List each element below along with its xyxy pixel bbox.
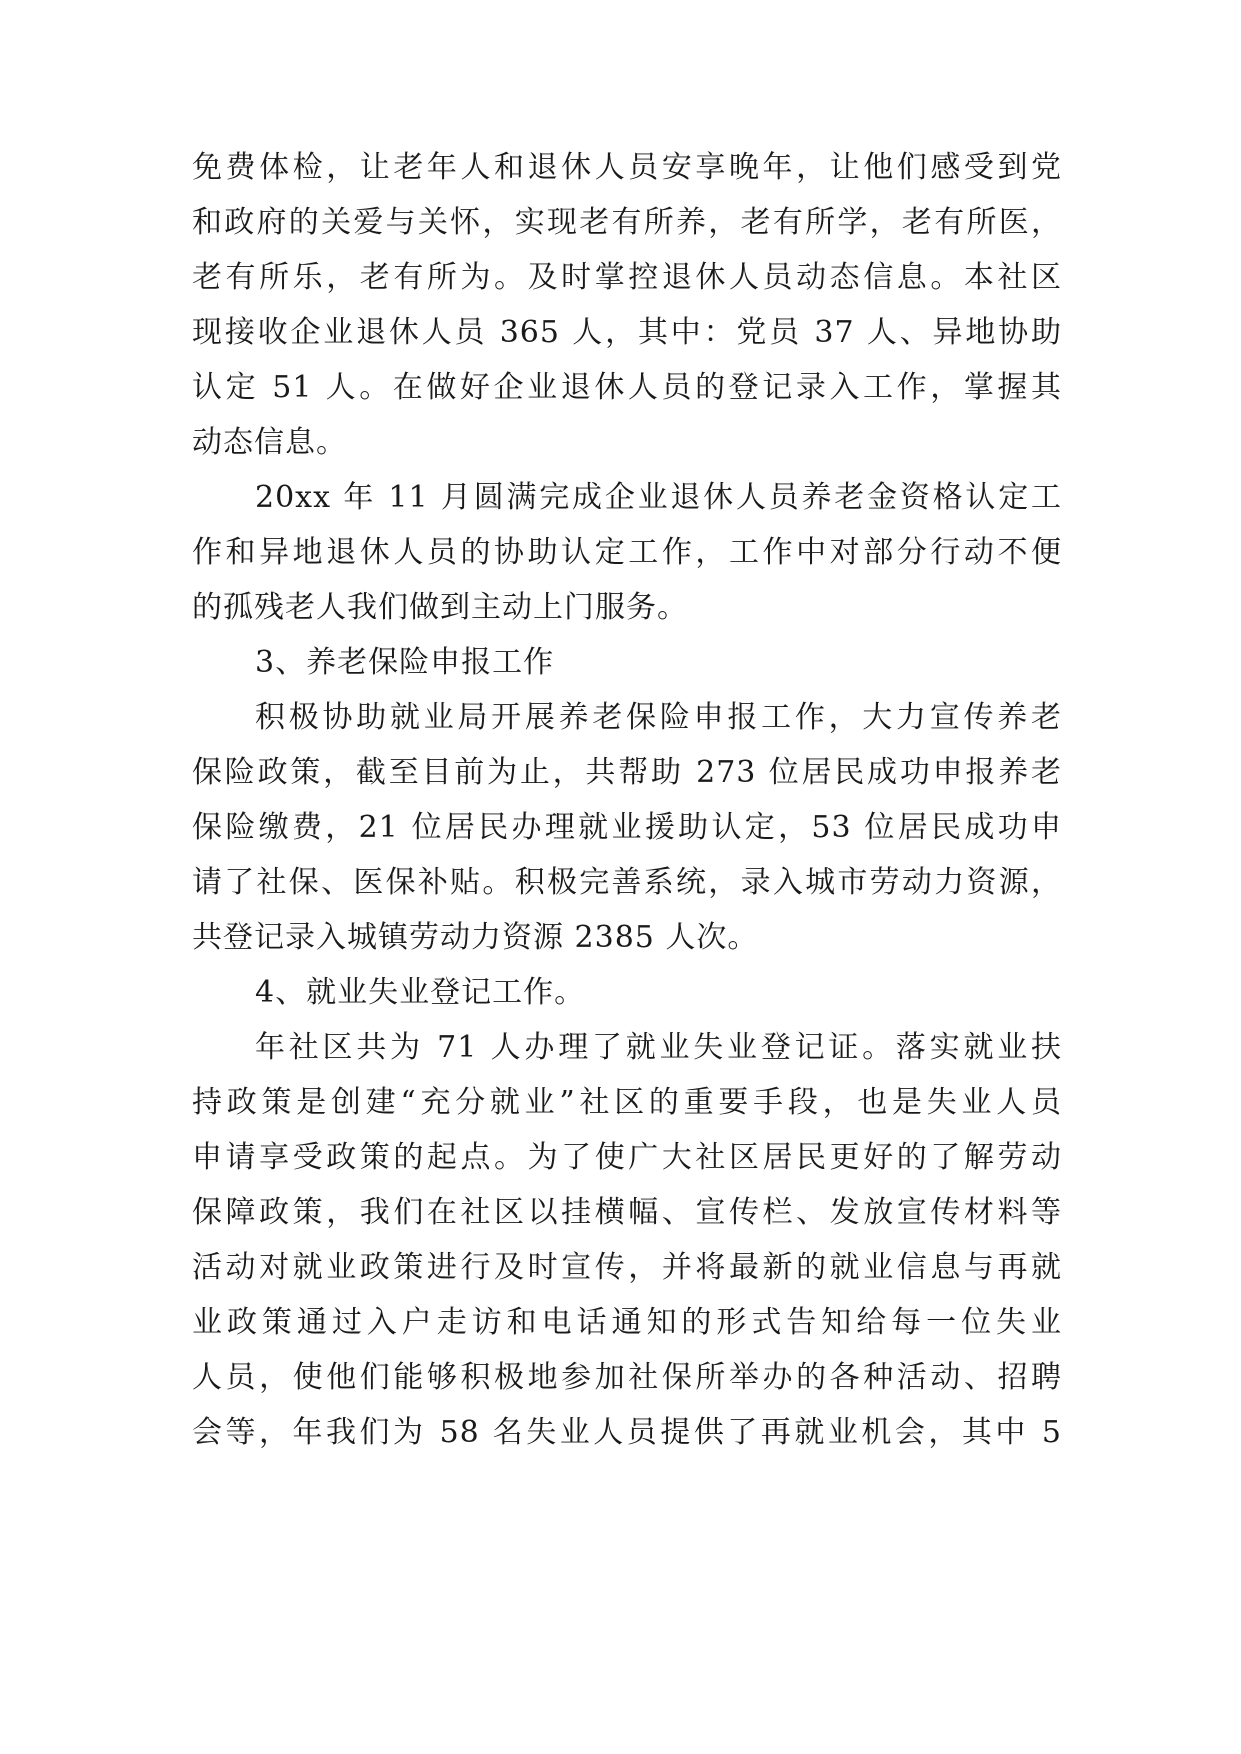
text-line: 的孤残老人我们做到主动上门服务。 [192, 590, 688, 625]
text-line: 作和异地退休人员的协助认定工作，工作中对部分行动不便 [192, 535, 1062, 570]
section-heading: 4、就业失业登记工作。 [255, 975, 586, 1010]
text-line: 保障政策，我们在社区以挂横幅、宣传栏、发放宣传材料等 [192, 1195, 1062, 1230]
text-line: 免费体检，让老年人和退休人员安享晚年，让他们感受到党 [192, 150, 1062, 185]
text-line: 和政府的关爱与关怀，实现老有所养，老有所学，老有所医， [192, 205, 1062, 240]
text-line: 认定 51 人。在做好企业退休人员的登记录入工作，掌握其 [192, 370, 1062, 405]
text-line: 业政策通过入户走访和电话通知的形式告知给每一位失业 [192, 1305, 1062, 1340]
text-line: 保险缴费，21 位居民办理就业援助认定，53 位居民成功申 [192, 810, 1062, 845]
text-line: 人员，使他们能够积极地参加社保所举办的各种活动、招聘 [192, 1360, 1062, 1395]
section-heading: 3、养老保险申报工作 [255, 645, 555, 680]
text-line: 会等，年我们为 58 名失业人员提供了再就业机会，其中 5 [192, 1415, 1062, 1450]
text-line: 保险政策，截至目前为止，共帮助 273 位居民成功申报养老 [192, 755, 1062, 790]
text-line: 共登记录入城镇劳动力资源 2385 人次。 [192, 920, 759, 955]
text-line: 20xx 年 11 月圆满完成企业退休人员养老金资格认定工 [255, 480, 1062, 515]
text-line: 老有所乐，老有所为。及时掌控退休人员动态信息。本社区 [192, 260, 1062, 295]
text-line: 积极协助就业局开展养老保险申报工作，大力宣传养老 [255, 700, 1062, 735]
text-line: 动态信息。 [192, 425, 347, 460]
text-line: 活动对就业政策进行及时宣传，并将最新的就业信息与再就 [192, 1250, 1062, 1285]
text-line: 申请享受政策的起点。为了使广大社区居民更好的了解劳动 [192, 1140, 1062, 1175]
text-line: 请了社保、医保补贴。积极完善系统，录入城市劳动力资源， [192, 865, 1062, 900]
text-line: 持政策是创建“充分就业”社区的重要手段，也是失业人员 [192, 1085, 1062, 1120]
text-line: 年社区共为 71 人办理了就业失业登记证。落实就业扶 [255, 1030, 1062, 1065]
text-line: 现接收企业退休人员 365 人，其中：党员 37 人、异地协助 [192, 315, 1062, 350]
